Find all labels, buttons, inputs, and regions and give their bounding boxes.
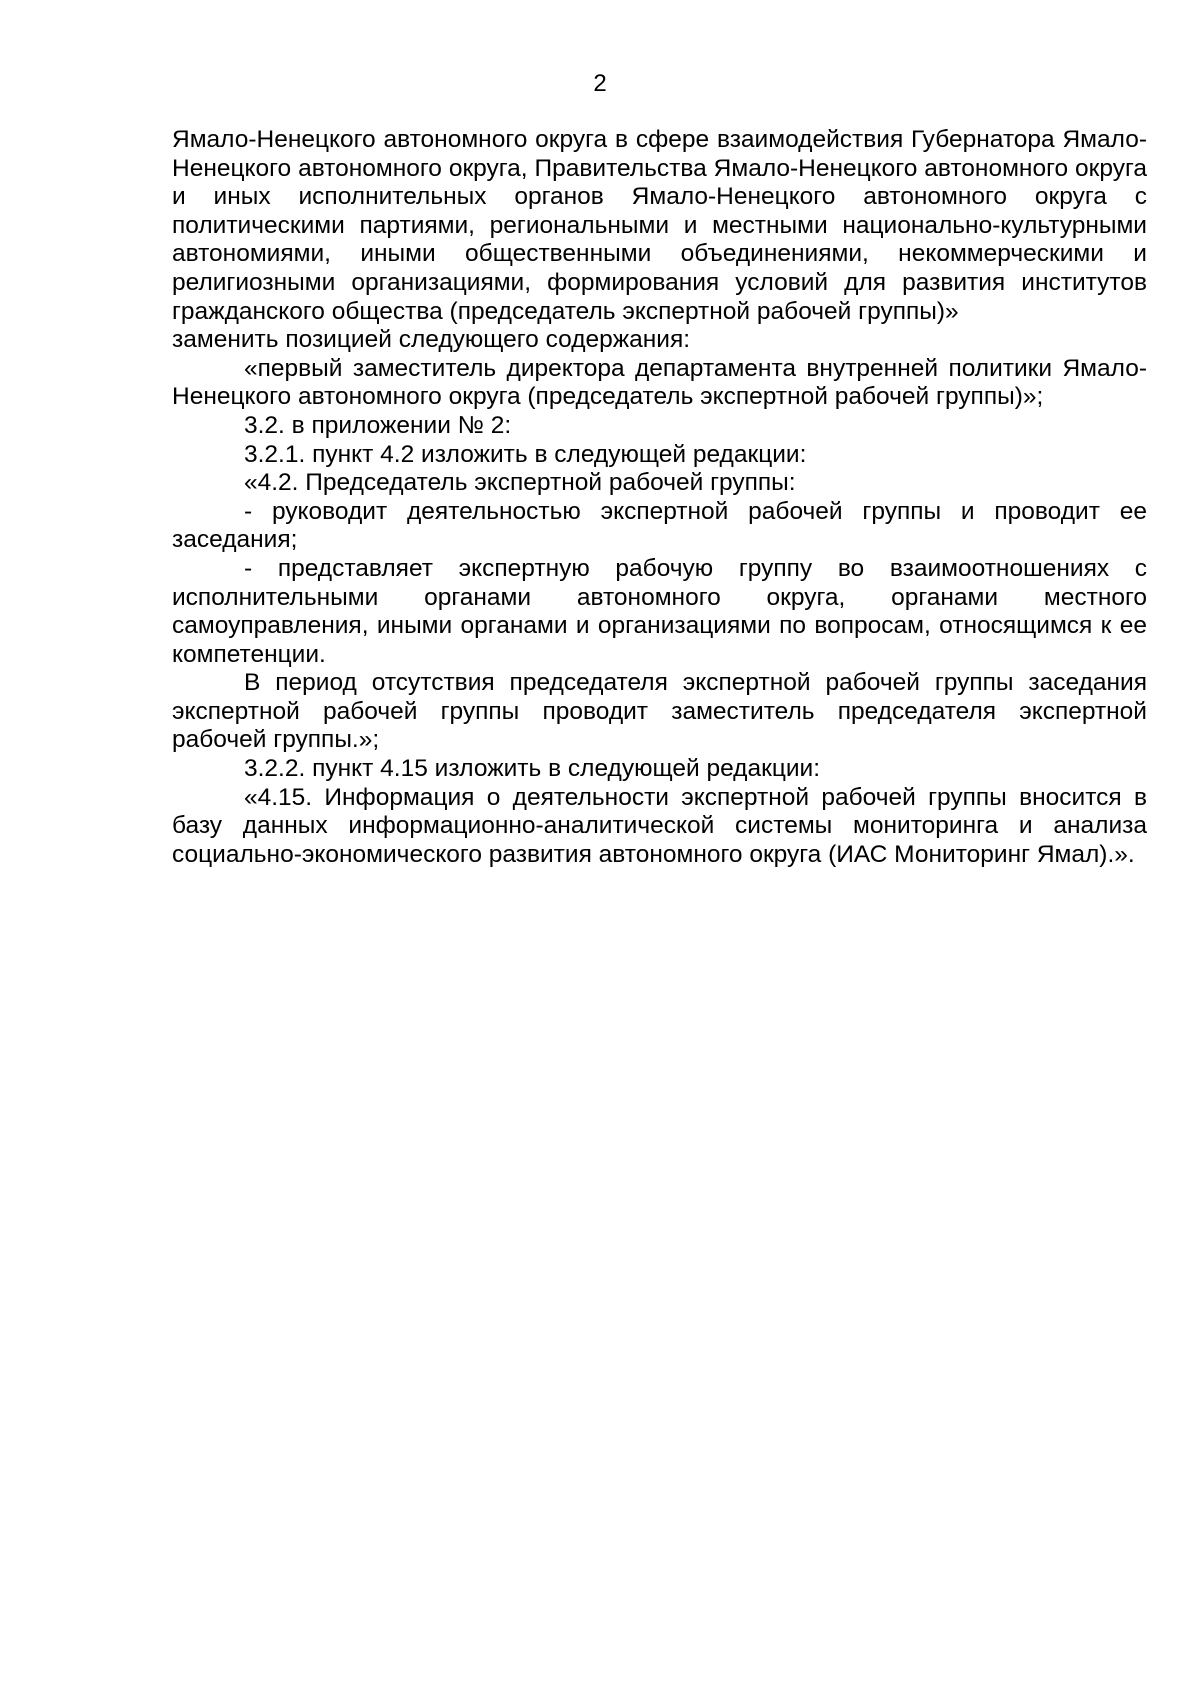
- paragraph: Ямало-Ненецкого автономного округа в сфере взаимодействия Губернатора Ямало-Ненецкого автономного округа, Правительства Ямало-Ненецкого автономного округа и иных исполнительных органов Ямало-Ненецкого автономного округа с политическими партиями, региональными и местными национально-культурными автономиями, иными общественными объединениями, некоммерческими и религиозными организациями, формирования условий для развития институтов гражданского общества (председатель экспертной рабочей группы)»: [172, 126, 1147, 325]
- paragraph: заменить позицией следующего содержания:: [172, 326, 691, 354]
- paragraph: «4.2. Председатель экспертной рабочей группы:: [244, 469, 796, 497]
- paragraph: «4.15. Информация о деятельности экспертной рабочей группы вносится в базу данных информационно-аналитической системы мониторинга и анализа социально-экономического развития автономного округа (ИАС Мониторинг Ямал).».: [172, 783, 1147, 868]
- paragraph: «первый заместитель директора департамента внутренней политики Ямало-Ненецкого автономного округа (председатель экспертной рабочей группы)»;: [172, 354, 1147, 411]
- paragraph: 3.2.2. пункт 4.15 изложить в следующей редакции:: [244, 755, 821, 783]
- document-body: [172, 126, 1147, 869]
- paragraph: - руководит деятельностью экспертной рабочей группы и проводит ее заседания;: [172, 497, 1147, 554]
- paragraph: 3.2.1. пункт 4.2 изложить в следующей редакции:: [244, 440, 807, 468]
- paragraph: В период отсутствия председателя экспертной рабочей группы заседания экспертной рабочей группы проводит заместитель председателя экспертной рабочей группы.»;: [172, 669, 1147, 754]
- paragraph: 3.2. в приложении № 2:: [244, 411, 512, 439]
- page-number: 2: [593, 70, 607, 97]
- paragraph: - представляет экспертную рабочую группу во взаимоотношениях с исполнительными органами автономного округа, органами местного самоуправления, иными органами и организациями по вопросам, относящимся к ее компетенции.: [172, 554, 1147, 668]
